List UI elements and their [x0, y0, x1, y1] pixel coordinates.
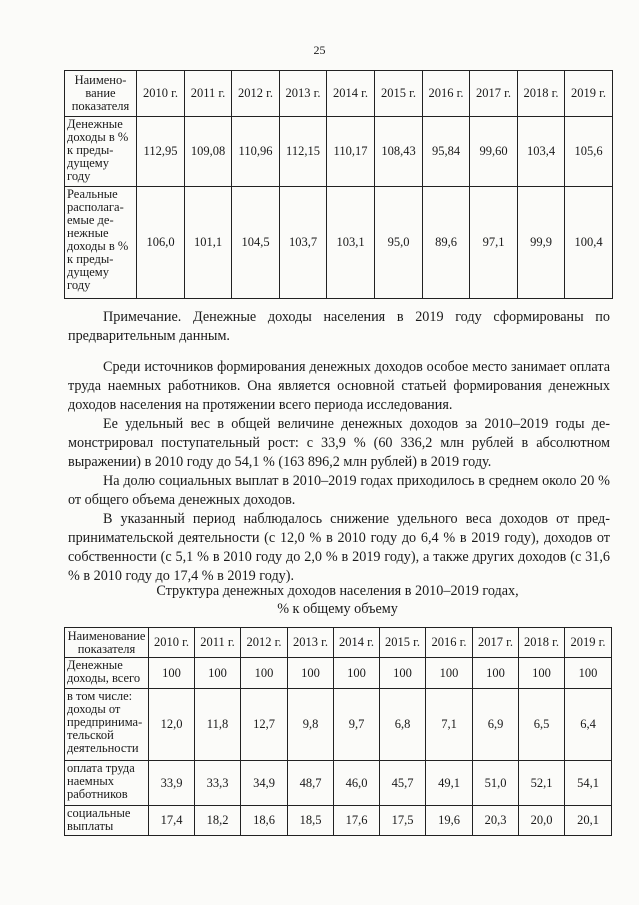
- year-header: 2019 г.: [565, 71, 613, 117]
- table-cell: 19,6: [426, 806, 473, 836]
- paragraph: На долю социальных выплат в 2010–2019 годах приходилось в среднем около 20 % от общего объема денежных доходов.: [68, 473, 610, 508]
- row-label: в том числе: доходы от предпринима-тельской деятельности: [65, 689, 149, 761]
- table-cell: 89,6: [423, 187, 470, 299]
- table-cell: 100: [288, 658, 334, 689]
- table-cell: 100: [426, 658, 473, 689]
- year-header: 2018 г.: [518, 71, 565, 117]
- table-cell: 6,5: [519, 689, 565, 761]
- row-label: Реальные располага-емые де-нежные доходы в % к преды-дущему году: [65, 187, 137, 299]
- table-cell: 49,1: [426, 761, 473, 806]
- table-cell: 9,7: [334, 689, 380, 761]
- table-row: [65, 117, 613, 187]
- table-cell: 17,6: [334, 806, 380, 836]
- year-header: 2010 г.: [137, 71, 185, 117]
- year-header: 2014 г.: [334, 628, 380, 658]
- corner-header: Наименование показателя: [65, 628, 149, 658]
- table-cell: 100: [195, 658, 241, 689]
- caption-line: % к общему объему: [277, 601, 398, 617]
- year-header: 2011 г.: [195, 628, 241, 658]
- table-cell: 48,7: [288, 761, 334, 806]
- table-cell: 100: [473, 658, 519, 689]
- table-cell: 97,1: [470, 187, 518, 299]
- caption-line: Структура денежных доходов населения в 2010–2019 годах,: [156, 583, 519, 599]
- table-cell: 17,5: [380, 806, 426, 836]
- year-header: 2014 г.: [327, 71, 375, 117]
- year-header: 2018 г.: [519, 628, 565, 658]
- year-header: 2012 г.: [241, 628, 288, 658]
- table-cell: 100: [565, 658, 612, 689]
- table-cell: 54,1: [565, 761, 612, 806]
- paragraph: Ее удельный вес в общей величине денежных доходов за 2010–2019 годы де-монстрировал поступательный рост: с 33,9 % (60 336,2 млн рублей в абсолютном выражении) в 2010 году до 54,1 % (163 896,2 млн рублей) в 2019 году.: [68, 416, 610, 470]
- row-label: оплата труда наемных работников: [65, 761, 149, 806]
- table-cell: 103,4: [518, 117, 565, 187]
- table-cell: 17,4: [149, 806, 195, 836]
- table-cell: 18,6: [241, 806, 288, 836]
- table-row: [65, 806, 612, 836]
- table-cell: 101,1: [185, 187, 232, 299]
- year-header: 2013 г.: [288, 628, 334, 658]
- table-cell: 12,0: [149, 689, 195, 761]
- table-cell: 99,60: [470, 117, 518, 187]
- row-label: Денежные доходы, всего: [65, 658, 149, 689]
- year-header: 2016 г.: [426, 628, 473, 658]
- table-cell: 52,1: [519, 761, 565, 806]
- table-cell: 99,9: [518, 187, 565, 299]
- table-cell: 7,1: [426, 689, 473, 761]
- table-cell: 33,3: [195, 761, 241, 806]
- table-cell: 105,6: [565, 117, 613, 187]
- year-header: 2011 г.: [185, 71, 232, 117]
- table-cell: 112,15: [280, 117, 327, 187]
- table-cell: 20,0: [519, 806, 565, 836]
- table-cell: 112,95: [137, 117, 185, 187]
- table-cell: 20,3: [473, 806, 519, 836]
- table-cell: 18,5: [288, 806, 334, 836]
- year-header: 2015 г.: [380, 628, 426, 658]
- table-cell: 6,9: [473, 689, 519, 761]
- table-cell: 6,8: [380, 689, 426, 761]
- table-cell: 20,1: [565, 806, 612, 836]
- table-row: [65, 187, 613, 299]
- table-cell: 100: [519, 658, 565, 689]
- year-header: 2013 г.: [280, 71, 327, 117]
- table-cell: 100: [380, 658, 426, 689]
- year-header: 2016 г.: [423, 71, 470, 117]
- table-cell: 103,7: [280, 187, 327, 299]
- year-header: 2012 г.: [232, 71, 280, 117]
- income-growth-table: [64, 70, 613, 299]
- table-cell: 106,0: [137, 187, 185, 299]
- table-cell: 11,8: [195, 689, 241, 761]
- corner-header: Наимено-вание показателя: [65, 71, 137, 117]
- row-label: социальные выплаты: [65, 806, 149, 836]
- table-cell: 34,9: [241, 761, 288, 806]
- table-cell: 100,4: [565, 187, 613, 299]
- note-paragraph: Примечание. Денежные доходы населения в 2019 году сформированы по предварительным данным.: [68, 309, 610, 344]
- year-header: 2019 г.: [565, 628, 612, 658]
- year-header: 2017 г.: [470, 71, 518, 117]
- note-text: [68, 308, 610, 346]
- table-row: [65, 658, 612, 689]
- year-header: 2015 г.: [375, 71, 423, 117]
- table-cell: 95,0: [375, 187, 423, 299]
- table-row: [65, 689, 612, 761]
- page-number: 25: [313, 43, 326, 57]
- table-cell: 6,4: [565, 689, 612, 761]
- table-cell: 51,0: [473, 761, 519, 806]
- table-cell: 33,9: [149, 761, 195, 806]
- table-row: [65, 761, 612, 806]
- body-text: [68, 358, 610, 586]
- income-structure-table: [64, 627, 612, 836]
- year-header: 2010 г.: [149, 628, 195, 658]
- table-cell: 18,2: [195, 806, 241, 836]
- table-cell: 46,0: [334, 761, 380, 806]
- table-cell: 110,96: [232, 117, 280, 187]
- table-cell: 45,7: [380, 761, 426, 806]
- year-header: 2017 г.: [473, 628, 519, 658]
- table-cell: 100: [241, 658, 288, 689]
- table-cell: 100: [149, 658, 195, 689]
- paragraph: В указанный период наблюдалось снижение удельного веса доходов от пред-принимательской деятельности (с 12,0 % в 2010 году до 6,4 % в 2019 году), доходов от собственности (с 5,1 % в 2010 году до 2,0 % в 2019 году), а также других доходов (с 31,6 % в 2010 году до 17,4 % в 2019 году).: [68, 511, 610, 584]
- table-cell: 9,8: [288, 689, 334, 761]
- table-cell: 95,84: [423, 117, 470, 187]
- table-caption: [64, 582, 611, 618]
- table-cell: 104,5: [232, 187, 280, 299]
- table-cell: 103,1: [327, 187, 375, 299]
- table-cell: 109,08: [185, 117, 232, 187]
- table-cell: 12,7: [241, 689, 288, 761]
- table-cell: 110,17: [327, 117, 375, 187]
- row-label: Денежные доходы в % к преды-дущему году: [65, 117, 137, 187]
- table-cell: 108,43: [375, 117, 423, 187]
- paragraph: Среди источников формирования денежных доходов особое место занимает оплата труда наемных работников. Она является основной статьей формирования денежных доходов населения на протяжении всего периода исследования.: [68, 359, 610, 413]
- table-cell: 100: [334, 658, 380, 689]
